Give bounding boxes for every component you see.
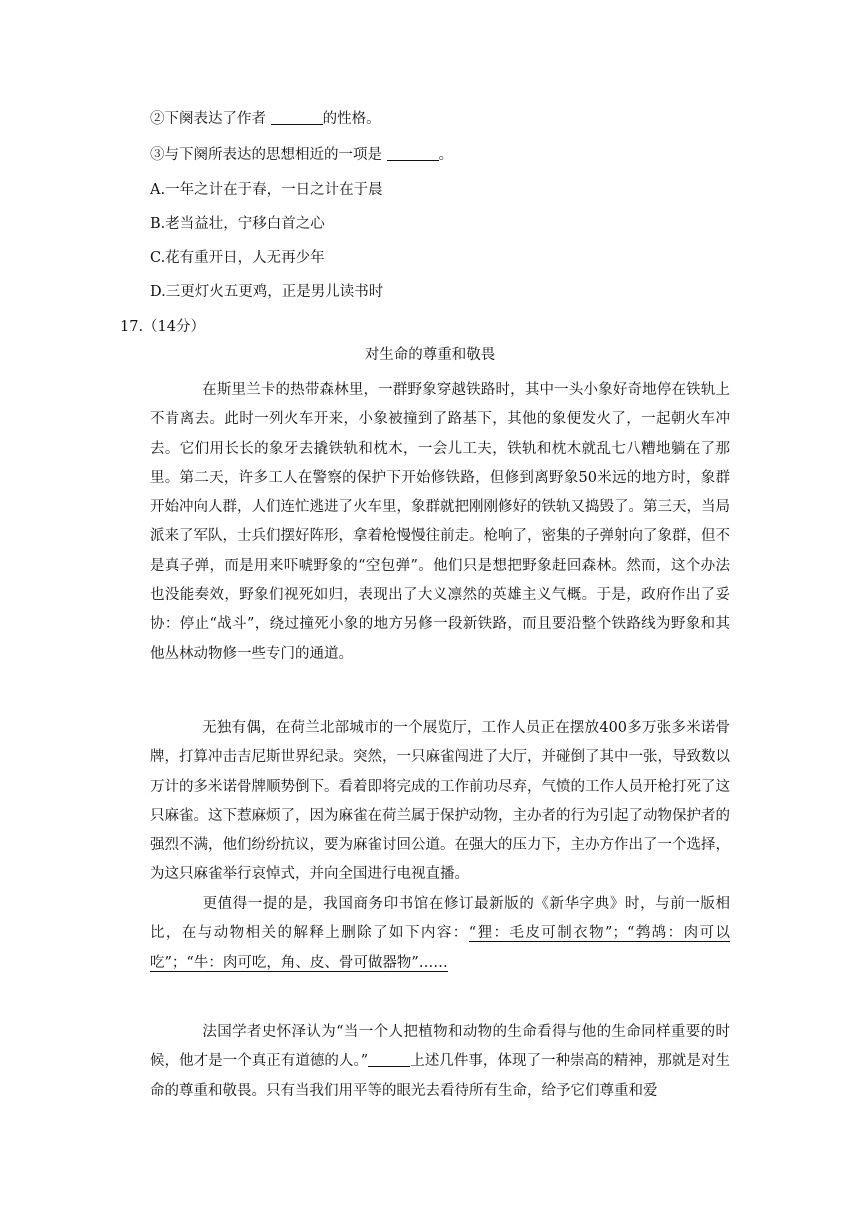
answer-blank[interactable] xyxy=(368,1052,410,1067)
answer-blank[interactable] xyxy=(271,110,323,125)
question-17-header: 17.（14分） xyxy=(120,319,206,335)
sub-number: ② xyxy=(150,111,165,127)
article-paragraph-2 xyxy=(150,714,730,890)
paragraph-text: 法国学者史怀泽认为“当一个人把植物和动物的生命看得与他的生命同样重要的时候，他才是一个真正有道德的人。” xyxy=(150,1024,730,1070)
sub-text: 下阕表达了作者 xyxy=(164,111,271,127)
question-16-sub-3 xyxy=(150,145,453,165)
article-paragraph-1 xyxy=(150,376,730,669)
answer-blank[interactable] xyxy=(387,146,439,161)
sub-text-end: 的性格。 xyxy=(322,111,381,127)
option-b: B.老当益壮，宁移白首之心 xyxy=(150,216,325,232)
question-16-sub-2 xyxy=(150,109,381,129)
sub-text-end: 。 xyxy=(438,147,454,163)
paragraph-text: 更值得一提的是，我国商务印书馆在修订最新版的《新华字典》时，与前一版相比，在与动物相关的解释上删除了如下内容： xyxy=(150,896,730,942)
sub-number: ③ xyxy=(150,147,165,163)
option-c: C.花有重开日，人无再少年 xyxy=(150,250,325,266)
article-paragraph-4 xyxy=(150,1018,730,1106)
underlined-text: “狸：毛皮可制衣物”；“鹁鸪：肉可以吃”；“牛：肉可吃，角、皮、骨可做器物”…… xyxy=(150,925,730,971)
paragraph-text: 无独有偶，在荷兰北部城市的一个展览厅，工作人员正在摆放400多万张多米诺骨牌，打算冲击吉尼斯世界纪录。突然，一只麻雀闯进了大厅，并碰倒了其中一张，导致数以万计的多米诺骨牌顺势倒下。看着即将完成的工作前功尽弃，气愤的工作人员开枪打死了这只麻雀。这下惹麻烦了，因为麻雀在荷兰属于保护动物，主办者的行为引起了动物保护者的强烈不满，他们纷纷抗议，要为麻雀讨回公道。在强大的压力下，主办方作出了一个选择，为这只麻雀举行哀悼式，并向全国进行电视直播。 xyxy=(150,720,730,883)
sub-text: 与下阕所表达的思想相近的一项是 xyxy=(164,147,387,163)
article-paragraph-3 xyxy=(150,890,730,978)
option-d: D.三更灯火五更鸡，正是男儿读书时 xyxy=(150,284,384,300)
option-a: A.一年之计在于春，一日之计在于晨 xyxy=(150,182,383,198)
paragraph-text-continued: 上述几件事，体现了一种崇高的精神，那就是对生命的尊重和敬畏。只有当我们用平等的眼光去看待所有生命，给予它们尊重和爱 xyxy=(150,1053,730,1099)
paragraph-text: 在斯里兰卡的热带森林里，一群野象穿越铁路时，其中一头小象好奇地停在铁轨上不肯离去。此时一列火车开来，小象被撞到了路基下，其他的象便发火了，一起朝火车冲去。它们用长长的象牙去撬铁轨和枕木，一会儿工夫，铁轨和枕木就乱七八糟地躺在了那里。第二天，许多工人在警察的保护下开始修铁路，但修到离野象50米远的地方时，象群开始冲向人群，人们连忙逃进了火车里，象群就把刚刚修好的铁轨又捣毁了。第三天，当局派来了军队，士兵们摆好阵形，拿着枪慢慢往前走。枪响了，密集的子弹射向了象群，但不是真子弹，而是用来吓唬野象的“空包弹”。他们只是想把野象赶回森林。然而，这个办法也没能奏效，野象们视死如归，表现出了大义凛然的英雄主义气概。于是，政府作出了妥协：停止“战斗”，绕过撞死小象的地方另修一段新铁路，而且要沿整个铁路线为野象和其他丛林动物修一些专门的通道。 xyxy=(150,382,730,662)
article-title: 对生命的尊重和敬畏 xyxy=(364,347,496,363)
